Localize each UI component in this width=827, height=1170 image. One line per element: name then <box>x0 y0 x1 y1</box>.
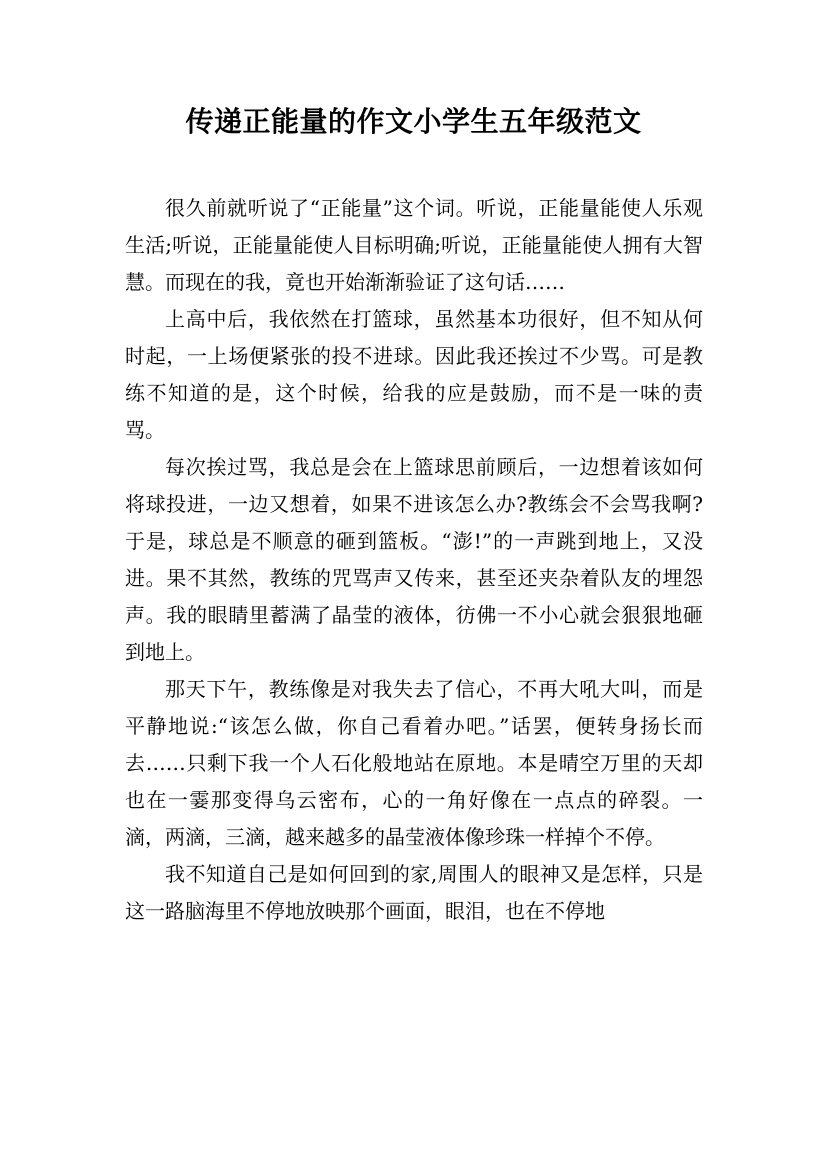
document-body <box>125 190 703 930</box>
paragraph-4: 那天下午，教练像是对我失去了信心，不再大吼大叫，而是平静地说:“该怎么做，你自己看着办吧。”话罢，便转身扬长而去……只剩下我一个人石化般地站在原地。本是晴空万里的天却也在一霎那变得乌云密布，心的一角好像在一点点的碎裂。一滴，两滴，三滴，越来越多的晶莹液体像珍珠一样掉个不停。 <box>125 677 703 849</box>
paragraph-5: 我不知道自己是如何回到的家,周围人的眼神又是怎样，只是这一路脑海里不停地放映那个画面，眼泪，也在不停地 <box>125 862 703 923</box>
paragraph-2: 上高中后，我依然在打篮球，虽然基本功很好，但不知从何时起，一上场便紧张的投不进球。因此我还挨过不少骂。可是教练不知道的是，这个时候，给我的应是鼓励，而不是一味的责骂。 <box>125 307 703 442</box>
document-title: 传递正能量的作文小学生五年级范文 <box>185 105 642 138</box>
paragraph-1: 很久前就听说了“正能量”这个词。听说，正能量能使人乐观生活;听说，正能量能使人目标明确;听说，正能量能使人拥有大智慧。而现在的我，竟也开始渐渐验证了这句话…… <box>125 196 703 294</box>
paragraph-3: 每次挨过骂，我总是会在上篮球思前顾后，一边想着该如何将球投进，一边又想着，如果不进该怎么办?教练会不会骂我啊?于是，球总是不顺意的砸到篮板。“澎!”的一声跳到地上，又没进。果不其然，教练的咒骂声又传来，甚至还夹杂着队友的埋怨声。我的眼睛里蓄满了晶莹的液体，彷佛一不小心就会狠狠地砸到地上。 <box>125 455 703 664</box>
